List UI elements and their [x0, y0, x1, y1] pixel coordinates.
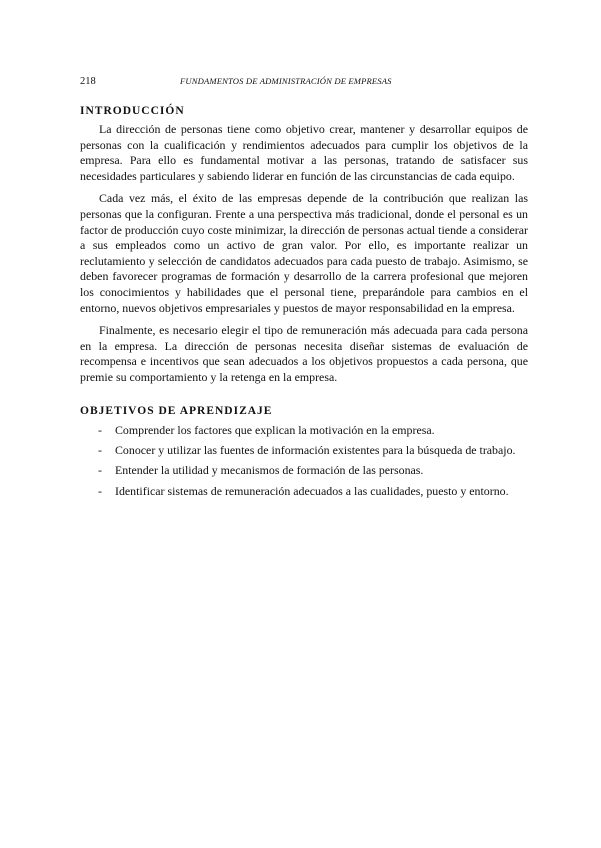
objectives-section — [80, 403, 528, 500]
objective-text: Identificar sistemas de remuneración adecuados a las cualidades, puesto y entorno. — [115, 483, 509, 498]
intro-paragraph-1: La dirección de personas tiene como objetivo crear, mantener y desarrollar equipos de personas con la cualificación y rendimientos adecuados para cumplir los objetivos de la empresa. Para ello es fundamental motivar a las personas, tratando de satisfacer sus necesidades particulares y sabiendo liderar en función de las circunstancias de cada equipo. — [80, 122, 528, 183]
page-number: 218 — [80, 76, 96, 87]
list-dash: - — [98, 422, 102, 437]
objectives-list — [80, 423, 528, 500]
list-dash: - — [98, 483, 102, 498]
intro-paragraph-2: Cada vez más, el éxito de las empresas depende de la contribución que realizan las personas que la configuran. Frente a una perspectiva más tradicional, donde el personal es un factor de producción cuyo coste minimizar, la dirección de personas actual tiende a considerar a sus empleados como un activo de gran valor. Por ello, es importante realizar un reclutamiento y selección de candidatos adecuados para cada puesto de trabajo. Asimismo, se deben favorecer programas de formación y desarrollo de la carrera profesional que mejoren los conocimientos y habilidades que el personal tiene, preparándole para cambios en el entorno, nuevos objetivos empresariales y puestos de mayor responsabilidad en la empresa. — [80, 191, 528, 315]
objective-text: Entender la utilidad y mecanismos de formación de las personas. — [115, 463, 424, 478]
objective-item — [80, 484, 528, 499]
list-dash: - — [98, 463, 102, 478]
objective-text: Comprender los factores que explican la motivación en la empresa. — [115, 422, 435, 437]
objective-item — [80, 443, 528, 458]
objective-text: Conocer y utilizar las fuentes de información existentes para la búsqueda de trabajo. — [115, 442, 516, 457]
intro-paragraph-3: Finalmente, es necesario elegir el tipo de remuneración más adecuada para cada persona en la empresa. La dirección de personas necesita diseñar sistemas de evaluación de recompensa e incentivos que sean adecuados a los objetivos propuestos a cada persona, que premie su comportamiento y la retenga en la empresa. — [80, 323, 528, 384]
list-dash: - — [98, 442, 102, 457]
objectives-heading: OBJETIVOS DE APRENDIZAJE — [80, 404, 273, 417]
objective-item — [80, 423, 528, 438]
introduction-heading: INTRODUCCIÓN — [80, 105, 185, 117]
introduction-section — [80, 103, 528, 386]
book-page — [80, 74, 528, 504]
objective-item — [80, 463, 528, 478]
running-header — [80, 74, 528, 89]
running-title: FUNDAMENTOS DE ADMINISTRACIÓN DE EMPRESAS — [180, 76, 392, 86]
